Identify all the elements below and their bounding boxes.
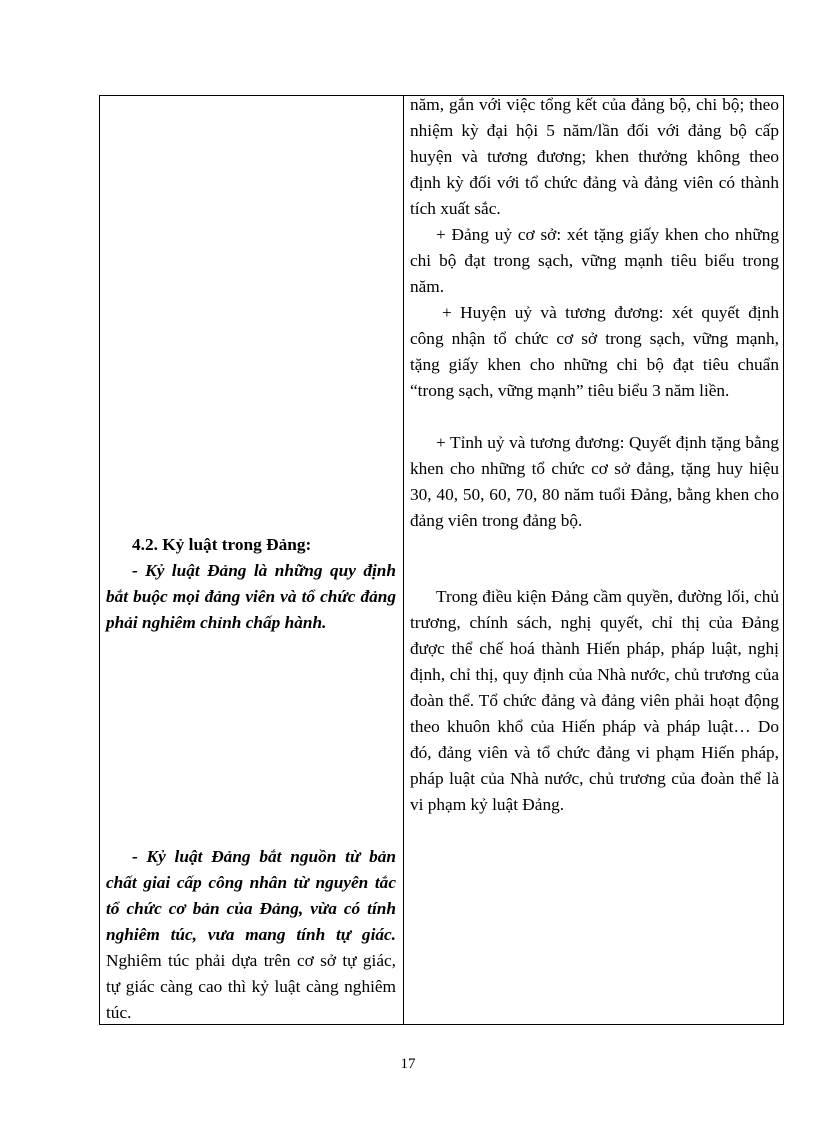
discipline-origin [106,844,396,1026]
discipline-definition: - Kỷ luật Đảng là những quy định bắt buộc mọi đảng viên và tổ chức đảng phải nghiêm chỉnh chấp hành. [106,561,396,632]
paragraph-reward-periodic: năm, gắn với việc tổng kết của đảng bộ, chi bộ; theo nhiệm kỳ đại hội 5 năm/lần đối với đảng bộ cấp huyện và tương đương; khen thưởng không theo định kỳ đối với tổ chức đảng và đảng viên có thành tích xuất sắc. [410,95,779,218]
paragraph-province-committee: + Tỉnh uỷ và tương đương: Quyết định tặng bằng khen cho những tổ chức cơ sở đảng, tặng huy hiệu 30, 40, 50, 60, 70, 80 năm tuổi Đảng, bằng khen cho đảng viên trong đảng bộ. [410,433,779,530]
left-column [100,96,404,1025]
table-row [100,96,784,1025]
content-table [99,95,784,1025]
discipline-origin-emphasis: - Kỷ luật Đảng bắt nguồn từ bản chất giai cấp công nhân từ nguyên tắc tổ chức cơ bản của Đảng, vừa có tính nghiêm túc, vưa mang tính tự giác. [106,847,396,944]
paragraph-district-committee: + Huyện uỷ và tương đương: xét quyết định công nhận tổ chức cơ sở trong sạch, vững mạnh, tặng giấy khen cho những chi bộ đạt tiêu chuẩn “trong sạch, vững mạnh” tiêu biểu 3 năm liền. [410,303,779,400]
paragraph-grassroots-committee: + Đảng uỷ cơ sở: xét tặng giấy khen cho những chi bộ đạt trong sạch, vững mạnh tiêu biểu trong năm. [410,225,779,296]
discipline-origin-text: Nghiêm túc phải dựa trên cơ sở tự giác, tự giác càng cao thì kỷ luật càng nghiêm túc. [106,951,396,1022]
section-heading: 4.2. Kỷ luật trong Đảng: [132,535,312,554]
right-column [404,96,784,1025]
page-number: 17 [400,1056,416,1072]
paragraph-party-discipline-law: Trong điều kiện Đảng cầm quyền, đường lối, chủ trương, chính sách, nghị quyết, chỉ thị của Đảng được thể chế hoá thành Hiến pháp, pháp luật, nghị định, chỉ thị, quy định của Nhà nước, chủ trương của đoàn thể. Tổ chức đảng và đảng viên phải hoạt động theo khuôn khổ của Hiến pháp và pháp luật… Do đó, đảng viên và tổ chức đảng vi phạm Hiến pháp, pháp luật của Nhà nước, chủ trương của đoàn thể là vi phạm kỷ luật Đảng. [410,587,779,814]
